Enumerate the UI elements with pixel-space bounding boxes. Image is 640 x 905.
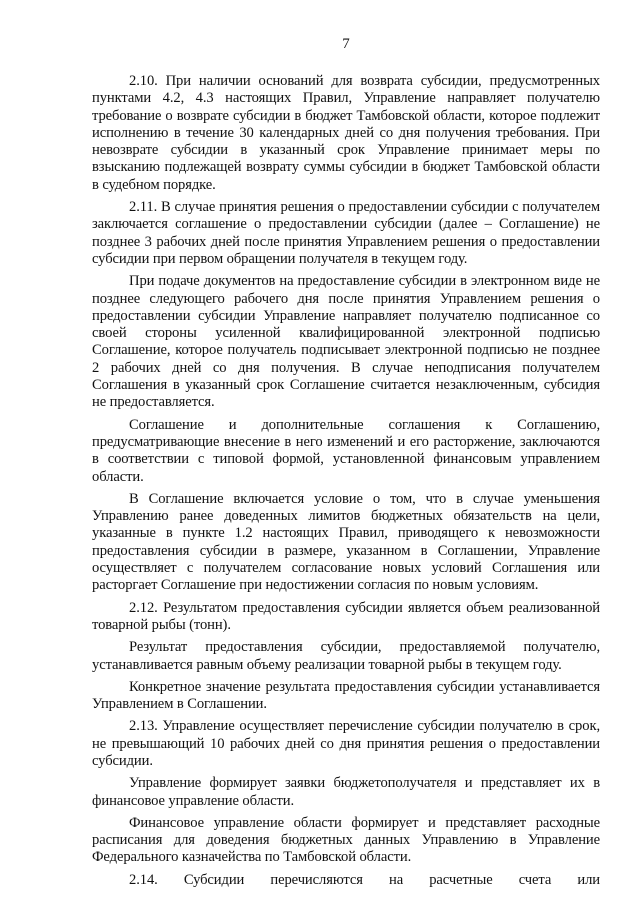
paragraph-electronic-submission: При подаче документов на предоставление субсидии в электронном виде не позднее следующего рабочего дня после принятия Управлением решения о предоставлении субсидии Управление направляет получателю подписанное со своей стороны усиленной квалифицированной электронной подписью Соглашение, которое получатель подписывает электронной подписью не позднее 2 рабочих дней со дня получения. В случае неподписания получателем Соглашения в указанный срок Соглашение считается незаключенным, субсидия не предоставляется.: [92, 273, 600, 411]
paragraph-2-11: 2.11. В случае принятия решения о предоставлении субсидии с получателем заключается соглашение о предоставлении субсидии (далее – Соглашение) не позднее 3 рабочих дней после принятия Управлением решения о предоставлении субсидии при первом обращении получателя в текущем году.: [92, 199, 600, 267]
paragraph-2-10: 2.10. При наличии оснований для возврата субсидии, предусмотренных пунктами 4.2, 4.3 настоящих Правил, Управление направляет получателю требование о возврате субсидии в бюджет Тамбовской области, которое подлежит исполнению в течение 30 календарных дней со дня получения требования. При невозврате субсидии в указанный срок Управление принимает меры по взысканию подлежащей возврату суммы субсидии в бюджет Тамбовской области в судебном порядке.: [92, 73, 600, 193]
paragraph-financial-department: Финансовое управление области формирует и представляет расходные расписания для доведения бюджетных данных Управлению в Управление Федерального казначейства по Тамбовской области.: [92, 814, 600, 866]
document-page: [92, 36, 600, 894]
paragraph-2-14: 2.14. Субсидии перечисляются на расчетные счета или: [129, 871, 600, 888]
paragraph-result-equal: Результат предоставления субсидии, предоставляемой получателю, устанавливается равным объему реализации товарной рыбы в текущем году.: [92, 639, 600, 673]
paragraph-applications: Управление формирует заявки бюджетополучателя и представляет их в финансовое управление области.: [92, 775, 600, 809]
paragraph-limits-reduction: В Соглашение включается условие о том, что в случае уменьшения Управлению ранее доведенных лимитов бюджетных обязательств на цели, указанные в пункте 1.2 настоящих Правил, приводящего к невозможности предоставления субсидии в размере, указанном в Соглашении, Управление осуществляет с получателем согласование новых условий Соглашения или расторгает Соглашение при недостижении согласия по новым условиям.: [92, 490, 600, 594]
paragraph-result-value: Конкретное значение результата предоставления субсидии устанавливается Управлением в Соглашении.: [92, 678, 600, 713]
paragraph-2-13: 2.13. Управление осуществляет перечисление субсидии получателю в срок, не превышающий 10 рабочих дней со дня принятия решения о предоставлении субсидии.: [92, 718, 600, 769]
page-number: 7: [342, 36, 350, 52]
paragraph-2-12: 2.12. Результатом предоставления субсидии является объем реализованной товарной рыбы (тонн).: [92, 599, 600, 633]
paragraph-agreements-form: Соглашение и дополнительные соглашения к Соглашению, предусматривающие внесение в него изменений и его расторжение, заключаются в соответствии с типовой формой, установленной финансовым управлением области.: [92, 416, 600, 485]
